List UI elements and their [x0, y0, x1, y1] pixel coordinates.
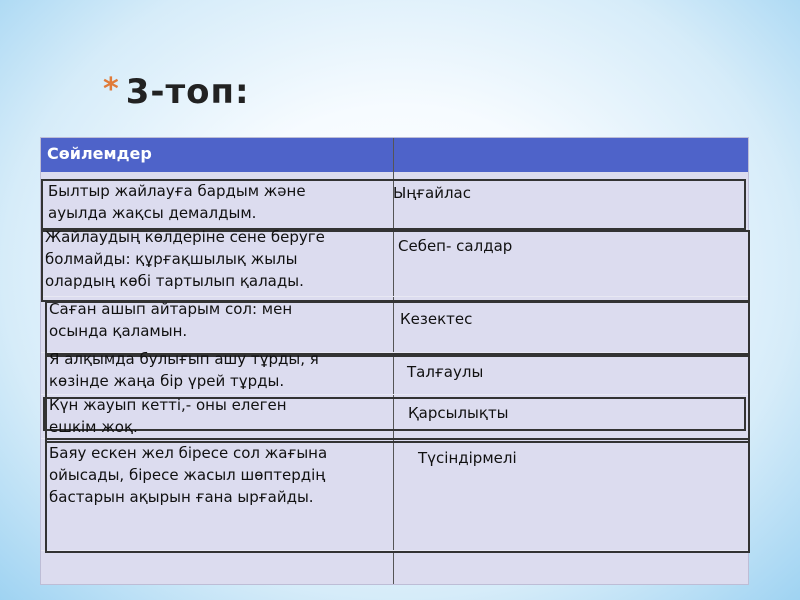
table-header	[41, 138, 748, 172]
sentence-row-4	[49, 348, 319, 392]
sentence-line: бастарын ақырын ғана ырғайды.	[49, 488, 314, 506]
sentence-line: олардың көбі тартылып қалады.	[45, 272, 304, 290]
sentence-line: Жайлаудың көлдеріне сене беруге	[45, 228, 325, 246]
sentence-row-5	[49, 394, 287, 438]
sentence-line: Баяу ескен жел біресе сол жағына	[49, 444, 328, 462]
sentence-line: көзінде жаңа бір үрей тұрды.	[49, 372, 285, 390]
sentence-line: ешкім жоқ.	[49, 418, 138, 436]
answer-row-6: Түсіндірмелі	[418, 449, 517, 467]
answer-row-1: Ыңғайлас	[393, 184, 471, 202]
sentence-line: ауылда жақсы демалдым.	[48, 204, 257, 222]
answer-row-4: Талғаулы	[407, 363, 484, 381]
sentence-line: осында қаламын.	[49, 322, 188, 340]
sentence-row-6	[49, 442, 327, 508]
sentence-line: Күн жауып кетті,- оны елеген	[49, 396, 287, 414]
answer-row-3: Кезектес	[400, 310, 473, 328]
sentence-row-1	[48, 180, 306, 224]
sentence-line: ойысады, біресе жасыл шөптердің	[49, 466, 326, 484]
bullet-star-icon: *	[103, 72, 120, 107]
sentences-table	[40, 137, 749, 585]
sentence-row-3	[49, 298, 292, 342]
sentence-line: Я алқымда булығып ашу тұрды, я	[49, 350, 319, 368]
slide-title-text: 3-топ:	[125, 72, 250, 112]
slide-title	[103, 72, 250, 112]
sentence-row-2	[45, 226, 325, 292]
sentence-line: Саған ашып айтарым сол: мен	[49, 300, 293, 318]
answer-row-5: Қарсылықты	[408, 404, 509, 422]
sentence-line: болмайды: құрғақшылық жылы	[45, 250, 298, 268]
header-sentences: Сөйлемдер	[47, 144, 152, 163]
answer-row-2: Себеп- салдар	[398, 237, 513, 255]
sentence-line: Былтыр жайлауға бардым және	[48, 182, 306, 200]
